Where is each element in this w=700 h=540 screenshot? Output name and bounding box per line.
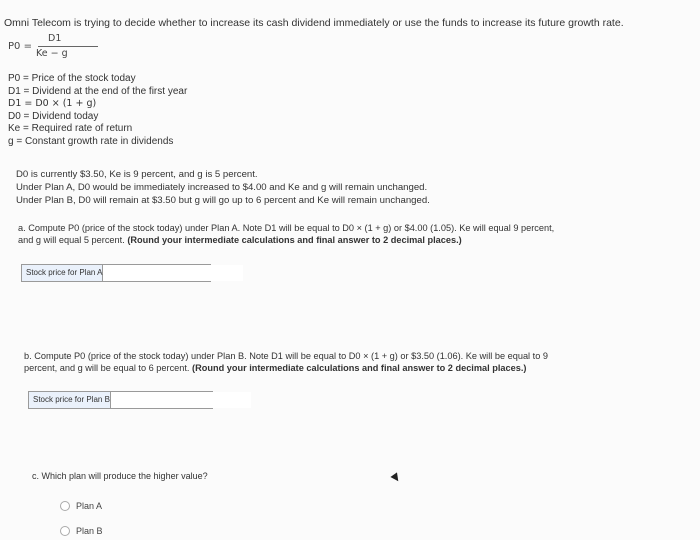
part-b-line1: b. Compute P0 (price of the stock today) under Plan B. Note D1 will be equal to D0 × (1 + g) or $3.50 (1.06). Ke will be equal to 9 — [24, 351, 548, 361]
scenario-line: Under Plan B, D0 will remain at $3.50 but g will go up to 6 percent and Ke will remain unchanged. — [16, 195, 430, 206]
part-a-rounding-note: (Round your intermediate calculations and final answer to 2 decimal places.) — [127, 235, 462, 245]
definition-item: D0 = Dividend today — [8, 110, 99, 122]
formula-denominator: Ke − g — [36, 48, 68, 59]
part-a-line2 — [18, 234, 554, 246]
part-b-line2-text: percent, and g will be equal to 6 percent. — [24, 363, 193, 373]
part-b-rounding-note: (Round your intermediate calculations and final answer to 2 decimal places.) — [192, 363, 527, 373]
plan-a-stock-price-input[interactable] — [103, 265, 243, 281]
formula-numerator: D1 — [48, 33, 62, 44]
plan-b-stock-price-input[interactable] — [111, 392, 251, 408]
definition-item: P0 = Price of the stock today — [8, 73, 136, 84]
fraction-bar — [38, 46, 98, 47]
part-b-line2 — [24, 362, 548, 374]
radio-plan-a-label: Plan A — [76, 501, 103, 511]
intro-text: Omni Telecom is trying to decide whether to increase its cash dividend immediately or use the funds to increase its future growth rate. — [4, 17, 624, 29]
radio-circle-icon[interactable] — [60, 526, 70, 536]
definitions-list — [8, 73, 187, 148]
plan-b-answer-label: Stock price for Plan B — [29, 392, 111, 408]
scenario-text — [16, 168, 430, 207]
radio-circle-icon[interactable] — [60, 501, 70, 511]
scenario-line: Under Plan A, D0 would be immediately increased to $4.00 and Ke and g will remain unchanged. — [16, 182, 428, 193]
plan-a-answer-label: Stock price for Plan A — [22, 265, 103, 281]
part-c-question: c. Which plan will produce the higher value? — [32, 471, 208, 481]
mouse-cursor-icon — [390, 472, 401, 483]
part-a-line2-text: and g will equal 5 percent. — [18, 235, 128, 245]
definition-item: D1 = Dividend at the end of the first year — [8, 85, 188, 97]
radio-plan-b-label: Plan B — [76, 526, 103, 536]
part-b-question — [24, 350, 548, 374]
part-a-line1: a. Compute P0 (price of the stock today) under Plan A. Note D1 will be equal to D0 × (1 + g) or $4.00 (1.05). Ke will equal 9 percent, — [18, 223, 555, 233]
definition-item: g = Constant growth rate in dividends — [8, 135, 174, 147]
plan-a-answer-row — [21, 264, 211, 282]
radio-plan-b[interactable] — [60, 526, 103, 536]
plan-b-answer-row — [28, 391, 213, 409]
part-a-question — [18, 222, 554, 246]
radio-plan-a[interactable] — [60, 501, 102, 511]
formula-lhs: P0 = — [8, 41, 32, 52]
definition-item: D1 = D0 × (1 + g) — [8, 98, 97, 109]
definition-item: Ke = Required rate of return — [8, 123, 133, 134]
price-formula — [8, 33, 108, 63]
scenario-line: D0 is currently $3.50, Ke is 9 percent, and g is 5 percent. — [16, 169, 258, 180]
